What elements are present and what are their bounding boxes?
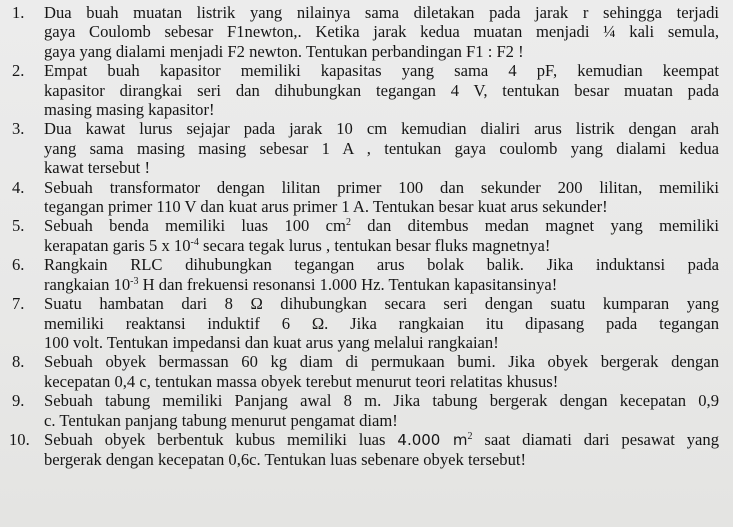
question-text-line: c. Tentukan panjang tabung menurut pengamat diam! (44, 410, 398, 430)
text-fragment: Sebuah benda memiliki luas 100 cm (44, 216, 346, 236)
superscript: 2 (467, 430, 473, 442)
question-text-line: masing masing kapasitor! (44, 100, 215, 120)
question-number: 4. (12, 177, 25, 197)
question-text-line: 100 volt. Tentukan impedansi dan kuat arus yang melalui rangkaian! (44, 332, 499, 352)
question-text-line (44, 216, 719, 235)
superscript: -4 (190, 236, 199, 248)
question-text-line: kecepatan 0,4 c, tentukan massa obyek terebut menurut teori relatitas khusus! (44, 371, 559, 391)
question-3 (12, 119, 719, 177)
question-9 (12, 391, 719, 430)
text-fragment: H dan frekuensi resonansi 1.000 Hz. Tentukan kapasitansinya! (138, 274, 558, 294)
question-2 (12, 61, 719, 119)
question-text-line: Sebuah transformator dengan lilitan primer 100 dan sekunder 200 lilitan, memiliki (44, 177, 719, 197)
question-text-line (44, 236, 719, 255)
question-8 (12, 352, 719, 391)
question-number: 3. (12, 119, 25, 139)
question-number: 1. (12, 3, 25, 22)
question-text-line: Sebuah obyek bermassan 60 kg diam di permukaan bumi. Jika obyek bergerak dengan (44, 352, 719, 372)
question-10 (9, 429, 720, 470)
question-text-line (44, 430, 719, 450)
question-5 (12, 216, 719, 255)
question-7 (12, 294, 719, 352)
question-1 (12, 3, 719, 61)
question-text-line: yang sama masing masing sebesar 1 A , tentukan gaya coulomb yang dialami kedua (44, 138, 719, 158)
question-text-line (44, 275, 719, 294)
question-text-line: bergerak dengan kecepatan 0,6c. Tentukan luas sebenare obyek tersebut! (44, 450, 527, 470)
question-number: 8. (12, 352, 25, 372)
question-text-line: Suatu hambatan dari 8 Ω dihubungkan secara seri dengan suatu kumparan yang (44, 294, 719, 314)
text-fragment: secara tegak lurus , tentukan besar fluks magnetnya! (198, 235, 551, 255)
text-fragment: rangkaian 10 (44, 274, 131, 294)
question-text-line: Empat buah kapasitor memiliki kapasitas yang sama 4 pF, kemudian keempat (44, 61, 719, 81)
question-text-line: Rangkain RLC dihubungkan tegangan arus bolak balik. Jika induktansi pada (44, 255, 719, 275)
question-text-line: memiliki reaktansi induktif 6 Ω. Jika rangkaian itu dipasang pada tegangan (44, 313, 719, 333)
question-text-line: gaya yang dialami menjadi F2 newton. Tentukan perbandingan F1 : F2 ! (44, 41, 524, 61)
question-number: 9. (12, 391, 25, 411)
question-text-line: kawat tersebut ! (44, 158, 150, 178)
superscript: -3 (130, 275, 139, 287)
question-text-line: Dua kawat lurus sejajar pada jarak 10 cm kemudian dialiri arus listrik dengan arah (44, 119, 719, 139)
question-number: 10. (9, 429, 30, 449)
question-text-line: Dua buah muatan listrik yang nilainya sama diletakan pada jarak r sehingga terjadi (44, 3, 719, 22)
superscript: 2 (345, 217, 351, 229)
question-6 (12, 255, 719, 294)
text-fragment: kerapatan garis 5 x 10 (44, 235, 191, 255)
question-number: 6. (12, 255, 25, 275)
question-text-line: Sebuah tabung memiliki Panjang awal 8 m. Jika tabung bergerak dengan kecepatan 0,9 (44, 391, 719, 411)
text-fragment: saat diamati dari pesawat yang (472, 429, 720, 449)
question-text-line: tegangan primer 110 V dan kuat arus primer 1 A. Tentukan besar kuat arus sekunder! (44, 197, 608, 217)
question-text-line: kapasitor dirangkai seri dan dihubungkan tegangan 4 V, tentukan besar muatan pada (44, 80, 719, 100)
question-number: 2. (12, 61, 25, 81)
question-number: 5. (12, 216, 25, 236)
question-text-line: gaya Coulomb sebesar F1newton,. Ketika jarak kedua muatan menjadi ¼ kali semula, (44, 22, 719, 42)
text-fragment: dan ditembus medan magnet yang memiliki (350, 216, 719, 236)
question-number: 7. (12, 294, 25, 314)
question-4 (12, 178, 719, 217)
text-fragment: Sebuah obyek berbentuk kubus memiliki luas (44, 429, 398, 449)
question-list (9, 3, 720, 470)
area-value: 4.000 m (397, 430, 468, 449)
